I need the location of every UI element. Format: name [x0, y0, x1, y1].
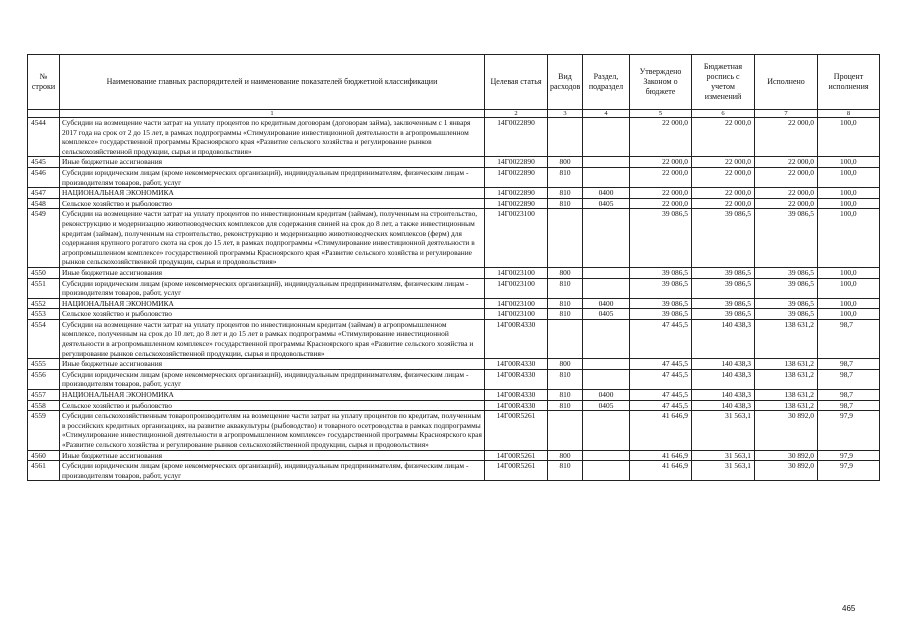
budget-list-amount-cell: 39 086,5	[692, 309, 755, 320]
approved-amount-cell: 47 445,5	[630, 390, 692, 401]
expense-type-cell: 810	[548, 369, 583, 389]
table-row	[28, 267, 880, 278]
table-row	[28, 411, 880, 450]
approved-amount-cell: 39 086,5	[630, 298, 692, 309]
row-number-cell: 4552	[28, 298, 60, 309]
row-number-cell: 4559	[28, 411, 60, 450]
column-number: 1	[60, 110, 485, 118]
table-row	[28, 309, 880, 320]
target-article-cell: 14Г0023100	[485, 267, 548, 278]
target-article-cell: 14Г00R4330	[485, 369, 548, 389]
table-row	[28, 319, 880, 358]
budget-list-amount-cell: 140 438,3	[692, 359, 755, 370]
row-number-cell: 4544	[28, 118, 60, 157]
budget-list-amount-cell: 31 563,1	[692, 411, 755, 450]
header-row-number: № строки	[28, 55, 60, 110]
target-article-cell: 14Г00R4330	[485, 400, 548, 411]
budget-list-amount-cell: 22 000,0	[692, 157, 755, 168]
percent-cell: 100,0	[818, 188, 880, 199]
approved-amount-cell: 22 000,0	[630, 157, 692, 168]
percent-cell: 97,9	[818, 450, 880, 461]
expense-type-cell	[548, 319, 583, 358]
percent-cell: 98,7	[818, 400, 880, 411]
table-row	[28, 278, 880, 298]
row-name-cell: Субсидии на возмещение части затрат на уплату процентов по инвестиционным кредитам (займам) в агропромышленном комплексе, полученным на срок до 10 лет, до 8 лет и до 15 лет в рамках подпрограммы «Стимулирование инвестиционной деятельности в агропромышленном комплексе» государственной программы Красноярского края «Развитие сельского хозяйства и регулирование рынков сельскохозяйственной продукции, сырья и продовольствия»	[60, 319, 485, 358]
percent-cell: 100,0	[818, 309, 880, 320]
row-name-cell: Субсидии сельскохозяйственным товаропроизводителям на возмещение части затрат на уплату процентов по кредитам, полученным в российских кредитных организациях, на развитие аквакультуры (рыбоводство) и товарного осетроводства в рамках подпрограммы «Стимулирование инвестиционной деятельности в агропромышленном комплексе» государственной программы Красноярского края «Развитие сельского хозяйства и регулирование рынков сельскохозяйственной продукции, сырья и продовольствия»	[60, 411, 485, 450]
approved-amount-cell: 39 086,5	[630, 209, 692, 268]
row-name-cell: Иные бюджетные ассигнования	[60, 267, 485, 278]
table-row	[28, 400, 880, 411]
executed-amount-cell: 22 000,0	[755, 188, 818, 199]
row-number-cell: 4560	[28, 450, 60, 461]
executed-amount-cell: 30 892,0	[755, 450, 818, 461]
row-name-cell: НАЦИОНАЛЬНАЯ ЭКОНОМИКА	[60, 188, 485, 199]
expense-type-cell: 810	[548, 390, 583, 401]
header-section: Раздел, подраздел	[583, 55, 630, 110]
expense-type-cell: 810	[548, 278, 583, 298]
expense-type-cell: 810	[548, 188, 583, 199]
row-number-cell: 4546	[28, 167, 60, 187]
budget-list-amount-cell: 39 086,5	[692, 298, 755, 309]
executed-amount-cell: 30 892,0	[755, 461, 818, 481]
row-name-cell: Сельское хозяйство и рыболовство	[60, 400, 485, 411]
percent-cell: 100,0	[818, 209, 880, 268]
target-article-cell: 14Г00R5261	[485, 450, 548, 461]
column-number	[28, 110, 60, 118]
executed-amount-cell: 138 631,2	[755, 369, 818, 389]
approved-amount-cell: 41 646,9	[630, 450, 692, 461]
table-row	[28, 298, 880, 309]
row-name-cell: НАЦИОНАЛЬНАЯ ЭКОНОМИКА	[60, 298, 485, 309]
header-approved: Утверждено Законом о бюджете	[630, 55, 692, 110]
row-name-cell: Иные бюджетные ассигнования	[60, 359, 485, 370]
expense-type-cell: 810	[548, 461, 583, 481]
table-row	[28, 157, 880, 168]
approved-amount-cell: 41 646,9	[630, 411, 692, 450]
section-cell	[583, 359, 630, 370]
table-row	[28, 188, 880, 199]
target-article-cell: 14Г0022890	[485, 167, 548, 187]
table-row	[28, 390, 880, 401]
approved-amount-cell: 39 086,5	[630, 309, 692, 320]
budget-list-amount-cell: 140 438,3	[692, 390, 755, 401]
target-article-cell: 14Г0023100	[485, 278, 548, 298]
column-number: 6	[692, 110, 755, 118]
section-cell	[583, 369, 630, 389]
approved-amount-cell: 22 000,0	[630, 198, 692, 209]
table-row	[28, 118, 880, 157]
budget-list-amount-cell: 140 438,3	[692, 369, 755, 389]
section-cell	[583, 167, 630, 187]
section-cell	[583, 209, 630, 268]
expense-type-cell	[548, 118, 583, 157]
section-cell	[583, 450, 630, 461]
executed-amount-cell: 39 086,5	[755, 309, 818, 320]
executed-amount-cell: 39 086,5	[755, 209, 818, 268]
table-row	[28, 209, 880, 268]
executed-amount-cell: 22 000,0	[755, 118, 818, 157]
percent-cell: 100,0	[818, 298, 880, 309]
target-article-cell: 14Г00R4330	[485, 359, 548, 370]
percent-cell: 97,9	[818, 411, 880, 450]
table-body	[28, 118, 880, 481]
section-cell	[583, 319, 630, 358]
column-number: 4	[583, 110, 630, 118]
target-article-cell: 14Г00R4330	[485, 319, 548, 358]
percent-cell: 100,0	[818, 278, 880, 298]
row-name-cell: Субсидии на возмещение части затрат на уплату процентов по кредитным договорам (договорам займа), заключенным с 1 января 2017 года на срок от 2 до 15 лет, в рамках подпрограммы «Стимулирование инвестиционной деятельности в агропромышленном комплексе» государственной программы Красноярского края «Развитие сельского хозяйства и регулирование рынков сельскохозяйственной продукции, сырья и продовольствия»	[60, 118, 485, 157]
expense-type-cell	[548, 411, 583, 450]
budget-list-amount-cell: 22 000,0	[692, 188, 755, 199]
page-number: 465	[842, 604, 856, 613]
expense-type-cell: 810	[548, 400, 583, 411]
row-name-cell: Субсидии юридическим лицам (кроме некоммерческих организаций), индивидуальным предпринимателям, физическим лицам - производителям товаров, работ, услуг	[60, 461, 485, 481]
percent-cell: 98,7	[818, 369, 880, 389]
executed-amount-cell: 22 000,0	[755, 198, 818, 209]
executed-amount-cell: 138 631,2	[755, 400, 818, 411]
expense-type-cell: 810	[548, 198, 583, 209]
row-name-cell: Субсидии юридическим лицам (кроме некоммерческих организаций), индивидуальным предпринимателям, физическим лицам - производителям товаров, работ, услуг	[60, 167, 485, 187]
budget-table	[27, 54, 880, 481]
approved-amount-cell: 39 086,5	[630, 267, 692, 278]
expense-type-cell: 810	[548, 298, 583, 309]
budget-list-amount-cell: 39 086,5	[692, 267, 755, 278]
header-expense-type: Вид расходов	[548, 55, 583, 110]
target-article-cell: 14Г0022890	[485, 118, 548, 157]
section-cell	[583, 411, 630, 450]
percent-cell: 98,7	[818, 319, 880, 358]
percent-cell: 98,7	[818, 359, 880, 370]
section-cell	[583, 267, 630, 278]
expense-type-cell: 800	[548, 267, 583, 278]
header-budget-list: Бюджетная роспись с учетом изменений	[692, 55, 755, 110]
header-executed: Исполнено	[755, 55, 818, 110]
column-number: 7	[755, 110, 818, 118]
table-row	[28, 450, 880, 461]
row-name-cell: Иные бюджетные ассигнования	[60, 450, 485, 461]
row-number-cell: 4558	[28, 400, 60, 411]
row-name-cell: Субсидии юридическим лицам (кроме некоммерческих организаций), индивидуальным предпринимателям, физическим лицам - производителям товаров, работ, услуг	[60, 278, 485, 298]
row-number-cell: 4556	[28, 369, 60, 389]
section-cell: 0405	[583, 198, 630, 209]
percent-cell: 100,0	[818, 157, 880, 168]
header-target-article: Целевая статья	[485, 55, 548, 110]
row-name-cell: Сельское хозяйство и рыболовство	[60, 309, 485, 320]
budget-list-amount-cell: 22 000,0	[692, 167, 755, 187]
target-article-cell: 14Г0023100	[485, 298, 548, 309]
budget-report-sheet	[27, 54, 879, 481]
row-number-cell: 4553	[28, 309, 60, 320]
column-numbers-row	[28, 110, 880, 118]
budget-list-amount-cell: 22 000,0	[692, 118, 755, 157]
executed-amount-cell: 138 631,2	[755, 390, 818, 401]
row-number-cell: 4554	[28, 319, 60, 358]
approved-amount-cell: 22 000,0	[630, 167, 692, 187]
budget-list-amount-cell: 31 563,1	[692, 461, 755, 481]
target-article-cell: 14Г00R4330	[485, 390, 548, 401]
column-number: 2	[485, 110, 548, 118]
executed-amount-cell: 30 892,0	[755, 411, 818, 450]
row-number-cell: 4548	[28, 198, 60, 209]
row-number-cell: 4549	[28, 209, 60, 268]
executed-amount-cell: 39 086,5	[755, 298, 818, 309]
section-cell: 0400	[583, 188, 630, 199]
table-row	[28, 198, 880, 209]
section-cell: 0400	[583, 298, 630, 309]
table-row	[28, 167, 880, 187]
section-cell	[583, 157, 630, 168]
expense-type-cell: 800	[548, 157, 583, 168]
executed-amount-cell: 39 086,5	[755, 267, 818, 278]
target-article-cell: 14Г00R5261	[485, 461, 548, 481]
expense-type-cell: 800	[548, 450, 583, 461]
percent-cell: 100,0	[818, 167, 880, 187]
row-number-cell: 4551	[28, 278, 60, 298]
approved-amount-cell: 41 646,9	[630, 461, 692, 481]
row-name-cell: Иные бюджетные ассигнования	[60, 157, 485, 168]
approved-amount-cell: 47 445,5	[630, 359, 692, 370]
expense-type-cell: 810	[548, 167, 583, 187]
approved-amount-cell: 47 445,5	[630, 369, 692, 389]
table-row	[28, 359, 880, 370]
section-cell	[583, 118, 630, 157]
approved-amount-cell: 22 000,0	[630, 118, 692, 157]
approved-amount-cell: 22 000,0	[630, 188, 692, 199]
column-number: 3	[548, 110, 583, 118]
target-article-cell: 14Г0022890	[485, 198, 548, 209]
executed-amount-cell: 22 000,0	[755, 167, 818, 187]
row-name-cell: Субсидии на возмещение части затрат на уплату процентов по инвестиционным кредитам (займам), полученным на строительство, реконструкцию и модернизацию животноводческих комплексов для содержания свиней на срок до 8 лет, а также инвестиционным кредитам (займам), полученным на строительство, реконструкцию и модернизацию животноводческих комплексов (ферм) для содержания крупного рогатого скота на срок до 15 лет, в рамках подпрограммы «Стимулирование инвестиционной деятельности в агропромышленном комплексе» государственной программы Красноярского края «Развитие сельского хозяйства и регулирование рынков сельскохозяйственной продукции, сырья и продовольствия»	[60, 209, 485, 268]
budget-list-amount-cell: 39 086,5	[692, 209, 755, 268]
target-article-cell: 14Г00R5261	[485, 411, 548, 450]
executed-amount-cell: 138 631,2	[755, 359, 818, 370]
row-name-cell: Сельское хозяйство и рыболовство	[60, 198, 485, 209]
row-name-cell: НАЦИОНАЛЬНАЯ ЭКОНОМИКА	[60, 390, 485, 401]
row-number-cell: 4545	[28, 157, 60, 168]
target-article-cell: 14Г0023100	[485, 309, 548, 320]
target-article-cell: 14Г0022890	[485, 188, 548, 199]
approved-amount-cell: 47 445,5	[630, 400, 692, 411]
row-number-cell: 4557	[28, 390, 60, 401]
percent-cell: 100,0	[818, 118, 880, 157]
executed-amount-cell: 138 631,2	[755, 319, 818, 358]
executed-amount-cell: 22 000,0	[755, 157, 818, 168]
percent-cell: 97,9	[818, 461, 880, 481]
budget-list-amount-cell: 22 000,0	[692, 198, 755, 209]
section-cell: 0405	[583, 309, 630, 320]
section-cell	[583, 461, 630, 481]
expense-type-cell	[548, 209, 583, 268]
budget-list-amount-cell: 31 563,1	[692, 450, 755, 461]
approved-amount-cell: 47 445,5	[630, 319, 692, 358]
expense-type-cell: 800	[548, 359, 583, 370]
table-header-row	[28, 55, 880, 110]
row-number-cell: 4547	[28, 188, 60, 199]
percent-cell: 98,7	[818, 390, 880, 401]
table-row	[28, 461, 880, 481]
column-number: 5	[630, 110, 692, 118]
row-number-cell: 4555	[28, 359, 60, 370]
budget-list-amount-cell: 140 438,3	[692, 400, 755, 411]
target-article-cell: 14Г0023100	[485, 209, 548, 268]
expense-type-cell: 810	[548, 309, 583, 320]
section-cell: 0400	[583, 390, 630, 401]
table-row	[28, 369, 880, 389]
percent-cell: 100,0	[818, 267, 880, 278]
section-cell: 0405	[583, 400, 630, 411]
row-number-cell: 4550	[28, 267, 60, 278]
row-number-cell: 4561	[28, 461, 60, 481]
header-percent: Процент исполнения	[818, 55, 880, 110]
percent-cell: 100,0	[818, 198, 880, 209]
section-cell	[583, 278, 630, 298]
budget-list-amount-cell: 140 438,3	[692, 319, 755, 358]
header-name: Наименование главных распорядителей и наименование показателей бюджетной классификации	[60, 55, 485, 110]
executed-amount-cell: 39 086,5	[755, 278, 818, 298]
budget-list-amount-cell: 39 086,5	[692, 278, 755, 298]
target-article-cell: 14Г0022890	[485, 157, 548, 168]
column-number: 8	[818, 110, 880, 118]
row-name-cell: Субсидии юридическим лицам (кроме некоммерческих организаций), индивидуальным предпринимателям, физическим лицам - производителям товаров, работ, услуг	[60, 369, 485, 389]
approved-amount-cell: 39 086,5	[630, 278, 692, 298]
